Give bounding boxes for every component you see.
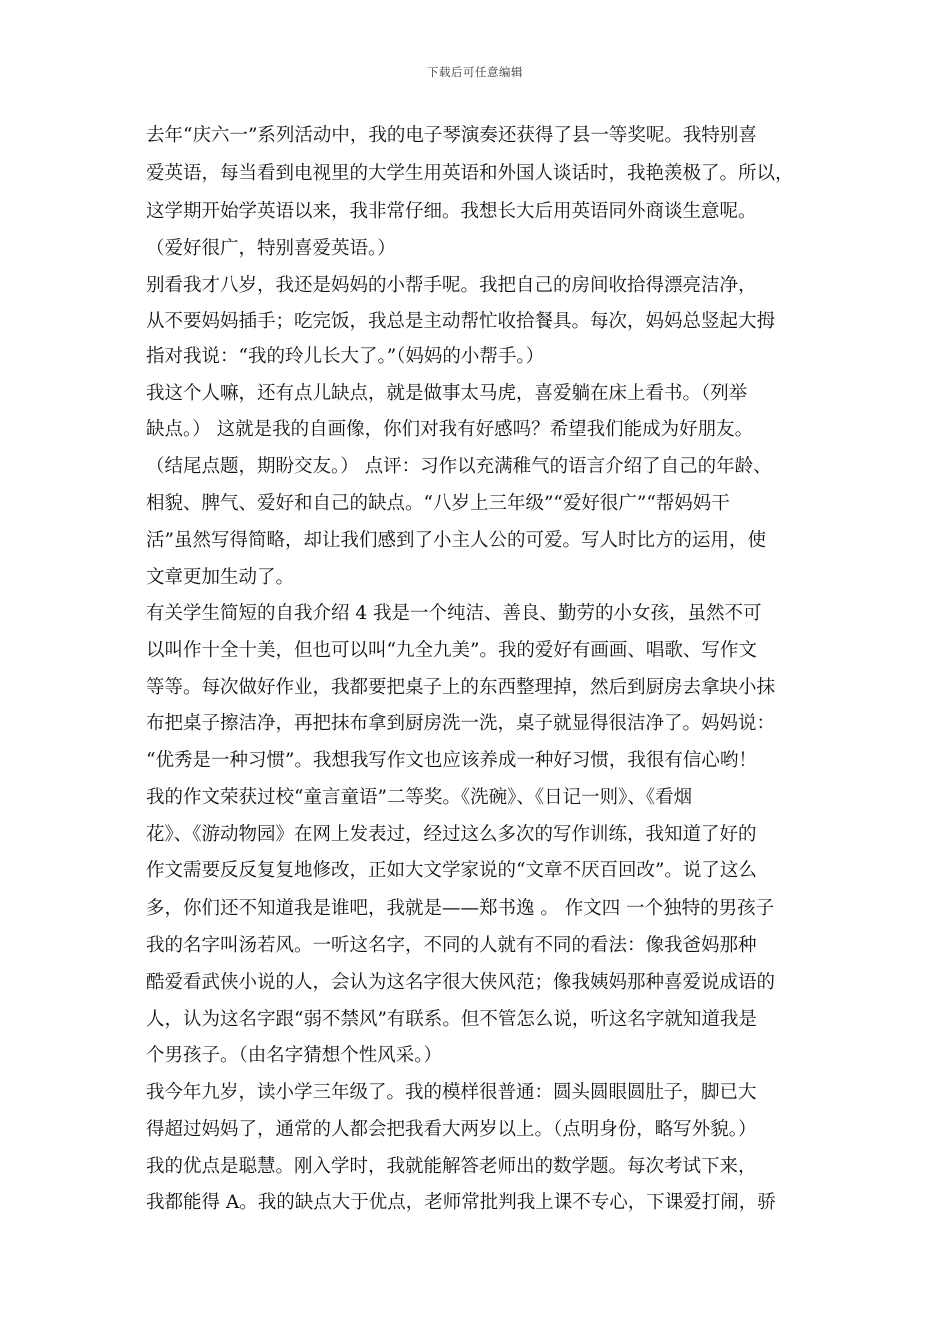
text-line: 指对我说：“我的玲儿长大了。”（妈妈的小帮手。）	[146, 346, 545, 367]
text-line: 我这个人嘛，还有点儿缺点，就是做事太马虎，喜爱躺在床上看书。（列举	[146, 383, 748, 404]
text-line: “优秀是一种习惯”。我想我写作文也应该养成一种好习惯，我很有信心哟！	[146, 750, 757, 771]
text-line: 个男孩子。（由名字猜想个性风采。）	[146, 1045, 443, 1066]
page-header: 下载后可任意编辑	[427, 65, 523, 79]
text-line: （结尾点题，期盼交友。） 点评：习作以充满稚气的语言介绍了自己的年龄、	[146, 456, 772, 477]
text-line: 我的名字叫汤若风。一听这名字，不同的人就有不同的看法：像我爸妈那种	[146, 935, 757, 956]
text-line: 以叫作十全十美，但也可以叫“九全九美”。我的爱好有画画、唱歌、写作文	[146, 640, 757, 661]
text-line: 我今年九岁，读小学三年级了。我的模样很普通：圆头圆眼圆肚子，脚已大	[146, 1082, 757, 1103]
text-line: 作文需要反反复复地修改，正如大文学家说的“文章不厌百回改”。说了这么	[146, 860, 757, 881]
text-line: 文章更加生动了。	[146, 567, 295, 588]
text-line: 相貌、脾气、爱好和自己的缺点。“八岁上三年级”“爱好很广”“帮妈妈干	[146, 493, 730, 514]
text-line: 我的优点是聪慧。刚入学时，我就能解答老师出的数学题。每次考试下来，	[146, 1156, 757, 1177]
text-line: 我的作文荣获过校“童言童语”二等奖。《洗碗》、《日记一则》、《看烟	[146, 787, 693, 808]
text-line: 有关学生简短的自我介绍 4 我是一个纯洁、善良、勤劳的小女孩，虽然不可	[146, 603, 762, 624]
text-line: 缺点。） 这就是我的自画像，你们对我有好感吗？希望我们能成为好朋友。	[146, 419, 754, 440]
text-line: （爱好很广，特别喜爱英语。）	[146, 238, 396, 259]
text-line: 爱英语，每当看到电视里的大学生用英语和外国人谈话时，我艳羡极了。所以，	[146, 163, 794, 184]
text-line: 花》、《游动物园》在网上发表过，经过这么多次的写作训练，我知道了好的	[146, 824, 757, 845]
text-line: 从不要妈妈插手；吃完饭，我总是主动帮忙收拾餐具。每次，妈妈总竖起大拇	[146, 311, 776, 332]
text-line: 别看我才八岁，我还是妈妈的小帮手呢。我把自己的房间收拾得漂亮洁净，	[146, 275, 757, 296]
text-line: 我都能得 A。我的缺点大于优点，老师常批判我上课不专心，下课爱打闹，骄	[146, 1192, 776, 1213]
text-line: 活”虽然写得简略，却让我们感到了小主人公的可爱。写人时比方的运用，使	[146, 530, 766, 551]
text-line: 这学期开始学英语以来，我非常仔细。我想长大后用英语同外商谈生意呢。	[146, 201, 757, 222]
text-line: 人，认为这名字跟“弱不禁风”有联系。但不管怎么说，听这名字就知道我是	[146, 1009, 757, 1030]
text-line: 酷爱看武侠小说的人，会认为这名字很大侠风范；像我姨妈那种喜爱说成语的	[146, 972, 776, 993]
text-line: 得超过妈妈了，通常的人都会把我看大两岁以上。（点明身份，略写外貌。）	[146, 1119, 757, 1140]
text-line: 等等。每次做好作业，我都要把桌子上的东西整理掉，然后到厨房去拿块小抹	[146, 677, 776, 698]
text-line: 去年“庆六一”系列活动中，我的电子琴演奏还获得了县一等奖呢。我特别喜	[146, 125, 757, 146]
text-line: 布把桌子擦洁净，再把抹布拿到厨房洗一洗，桌子就显得很洁净了。妈妈说：	[146, 713, 776, 734]
text-line: 多，你们还不知道我是谁吧，我就是——郑书逸 。 作文四 一个独特的男孩子	[146, 898, 775, 919]
